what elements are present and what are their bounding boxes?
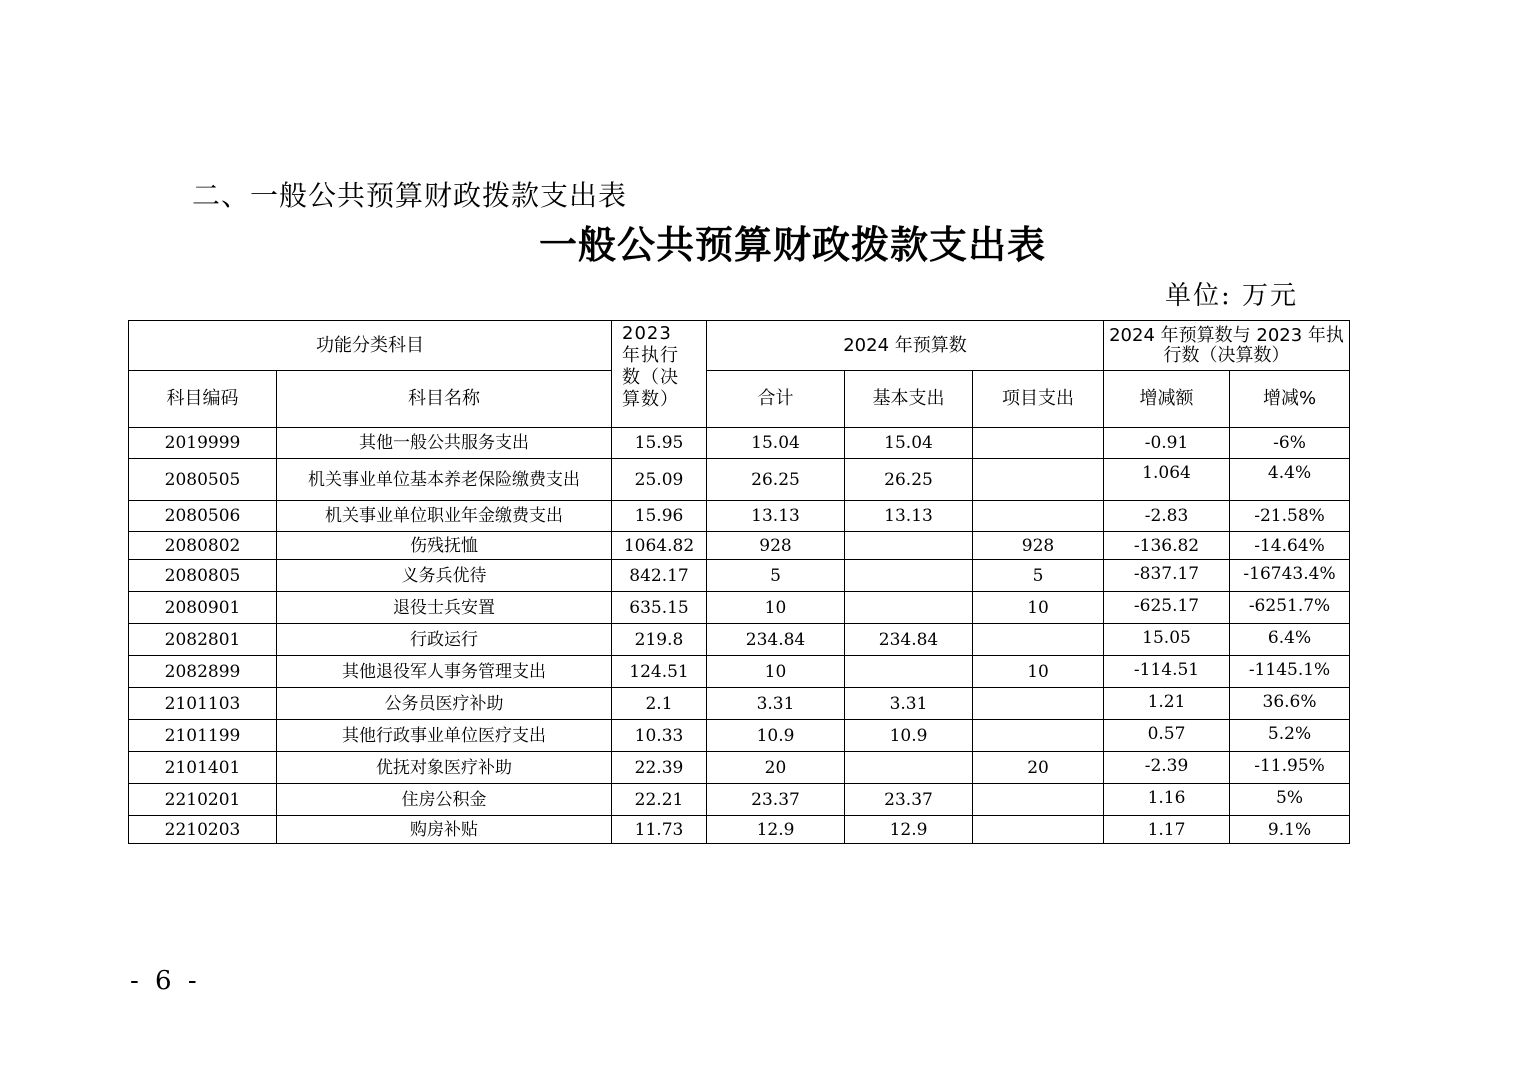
table-row <box>129 720 1350 752</box>
cell-change: -114.51 <box>1104 656 1230 688</box>
cell-code: 2082899 <box>129 656 277 688</box>
cell-pct: -14.64% <box>1230 532 1350 560</box>
cell-exec-2023: 1064.82 <box>612 532 707 560</box>
cell-change: -625.17 <box>1104 592 1230 624</box>
cell-basic: 234.84 <box>845 624 973 656</box>
cell-code: 2101199 <box>129 720 277 752</box>
header-exec-2023: 2023 年执行数（决算数） <box>612 321 707 428</box>
cell-name: 退役士兵安置 <box>277 592 612 624</box>
cell-project <box>973 501 1104 532</box>
cell-total: 234.84 <box>707 624 845 656</box>
cell-name: 其他行政事业单位医疗支出 <box>277 720 612 752</box>
cell-pct: -1145.1% <box>1230 656 1350 688</box>
cell-code: 2080505 <box>129 459 277 501</box>
cell-name: 机关事业单位基本养老保险缴费支出 <box>277 459 612 501</box>
cell-basic: 10.9 <box>845 720 973 752</box>
table-row <box>129 816 1350 844</box>
cell-name: 住房公积金 <box>277 784 612 816</box>
header-code: 科目编码 <box>129 371 277 428</box>
cell-project: 5 <box>973 560 1104 592</box>
cell-name: 义务兵优待 <box>277 560 612 592</box>
cell-code: 2210201 <box>129 784 277 816</box>
cell-code: 2101401 <box>129 752 277 784</box>
cell-total: 10 <box>707 656 845 688</box>
cell-total: 928 <box>707 532 845 560</box>
cell-project: 928 <box>973 532 1104 560</box>
cell-exec-2023: 635.15 <box>612 592 707 624</box>
header-name: 科目名称 <box>277 371 612 428</box>
cell-total: 10.9 <box>707 720 845 752</box>
cell-pct: -11.95% <box>1230 752 1350 784</box>
cell-change: 1.17 <box>1104 816 1230 844</box>
cell-pct: -16743.4% <box>1230 560 1350 592</box>
cell-code: 2210203 <box>129 816 277 844</box>
cell-total: 20 <box>707 752 845 784</box>
cell-basic: 23.37 <box>845 784 973 816</box>
cell-change: 1.21 <box>1104 688 1230 720</box>
table-row <box>129 592 1350 624</box>
cell-exec-2023: 11.73 <box>612 816 707 844</box>
cell-name: 其他一般公共服务支出 <box>277 428 612 459</box>
cell-exec-2023: 22.39 <box>612 752 707 784</box>
cell-exec-2023: 842.17 <box>612 560 707 592</box>
cell-project <box>973 688 1104 720</box>
cell-project <box>973 784 1104 816</box>
cell-name: 公务员医疗补助 <box>277 688 612 720</box>
header-compare: 2024 年预算数与 2023 年执行数（决算数） <box>1104 321 1350 371</box>
cell-total: 26.25 <box>707 459 845 501</box>
cell-change: -2.83 <box>1104 501 1230 532</box>
cell-name: 机关事业单位职业年金缴费支出 <box>277 501 612 532</box>
cell-basic <box>845 752 973 784</box>
header-basic: 基本支出 <box>845 371 973 428</box>
header-row-1 <box>129 321 1350 371</box>
cell-change: 1.16 <box>1104 784 1230 816</box>
table-row <box>129 459 1350 501</box>
cell-exec-2023: 15.96 <box>612 501 707 532</box>
cell-basic <box>845 532 973 560</box>
cell-basic: 12.9 <box>845 816 973 844</box>
header-row-2 <box>129 371 1350 428</box>
cell-pct: -6251.7% <box>1230 592 1350 624</box>
cell-exec-2023: 2.1 <box>612 688 707 720</box>
cell-change: -837.17 <box>1104 560 1230 592</box>
table-title: 一般公共预算财政拨款支出表 <box>538 222 1046 267</box>
cell-total: 3.31 <box>707 688 845 720</box>
cell-project: 20 <box>973 752 1104 784</box>
cell-project <box>973 720 1104 752</box>
cell-pct: 6.4% <box>1230 624 1350 656</box>
cell-exec-2023: 15.95 <box>612 428 707 459</box>
cell-change: -136.82 <box>1104 532 1230 560</box>
header-change-amount: 增减额 <box>1104 371 1230 428</box>
section-heading: 二、一般公共预算财政拨款支出表 <box>192 179 628 212</box>
cell-project <box>973 816 1104 844</box>
cell-exec-2023: 219.8 <box>612 624 707 656</box>
header-change-pct: 增减% <box>1230 371 1350 428</box>
cell-project <box>973 624 1104 656</box>
cell-total: 5 <box>707 560 845 592</box>
cell-exec-2023: 10.33 <box>612 720 707 752</box>
cell-total: 15.04 <box>707 428 845 459</box>
cell-basic <box>845 656 973 688</box>
cell-project: 10 <box>973 656 1104 688</box>
cell-total: 23.37 <box>707 784 845 816</box>
cell-code: 2082801 <box>129 624 277 656</box>
cell-basic: 26.25 <box>845 459 973 501</box>
page-number: - 6 - <box>130 966 201 996</box>
cell-total: 12.9 <box>707 816 845 844</box>
cell-pct: -21.58% <box>1230 501 1350 532</box>
cell-code: 2080901 <box>129 592 277 624</box>
cell-name: 优抚对象医疗补助 <box>277 752 612 784</box>
header-functional-category: 功能分类科目 <box>129 321 612 371</box>
cell-name: 其他退役军人事务管理支出 <box>277 656 612 688</box>
cell-pct: 5% <box>1230 784 1350 816</box>
cell-code: 2101103 <box>129 688 277 720</box>
cell-change: 0.57 <box>1104 720 1230 752</box>
cell-exec-2023: 22.21 <box>612 784 707 816</box>
header-total: 合计 <box>707 371 845 428</box>
cell-project <box>973 428 1104 459</box>
table-row <box>129 532 1350 560</box>
cell-project <box>973 459 1104 501</box>
header-project: 项目支出 <box>973 371 1104 428</box>
budget-expenditure-table <box>128 320 1350 844</box>
table-row <box>129 560 1350 592</box>
table-row <box>129 752 1350 784</box>
cell-total: 13.13 <box>707 501 845 532</box>
cell-pct: 5.2% <box>1230 720 1350 752</box>
table-row <box>129 688 1350 720</box>
cell-basic <box>845 592 973 624</box>
cell-basic <box>845 560 973 592</box>
cell-basic: 13.13 <box>845 501 973 532</box>
table-row <box>129 501 1350 532</box>
cell-name: 购房补贴 <box>277 816 612 844</box>
cell-change: 15.05 <box>1104 624 1230 656</box>
cell-exec-2023: 25.09 <box>612 459 707 501</box>
cell-code: 2080805 <box>129 560 277 592</box>
cell-code: 2080506 <box>129 501 277 532</box>
unit-label: 单位: 万元 <box>1165 281 1299 311</box>
table-row <box>129 624 1350 656</box>
cell-change: -0.91 <box>1104 428 1230 459</box>
cell-pct: 36.6% <box>1230 688 1350 720</box>
table-row <box>129 656 1350 688</box>
table-row <box>129 784 1350 816</box>
header-budget-2024: 2024 年预算数 <box>707 321 1104 371</box>
cell-change: -2.39 <box>1104 752 1230 784</box>
table-row <box>129 428 1350 459</box>
cell-total: 10 <box>707 592 845 624</box>
cell-basic: 15.04 <box>845 428 973 459</box>
cell-name: 行政运行 <box>277 624 612 656</box>
cell-pct: 9.1% <box>1230 816 1350 844</box>
cell-name: 伤残抚恤 <box>277 532 612 560</box>
cell-project: 10 <box>973 592 1104 624</box>
cell-change: 1.064 <box>1104 459 1230 501</box>
cell-code: 2080802 <box>129 532 277 560</box>
cell-exec-2023: 124.51 <box>612 656 707 688</box>
cell-code: 2019999 <box>129 428 277 459</box>
cell-pct: -6% <box>1230 428 1350 459</box>
cell-pct: 4.4% <box>1230 459 1350 501</box>
cell-basic: 3.31 <box>845 688 973 720</box>
